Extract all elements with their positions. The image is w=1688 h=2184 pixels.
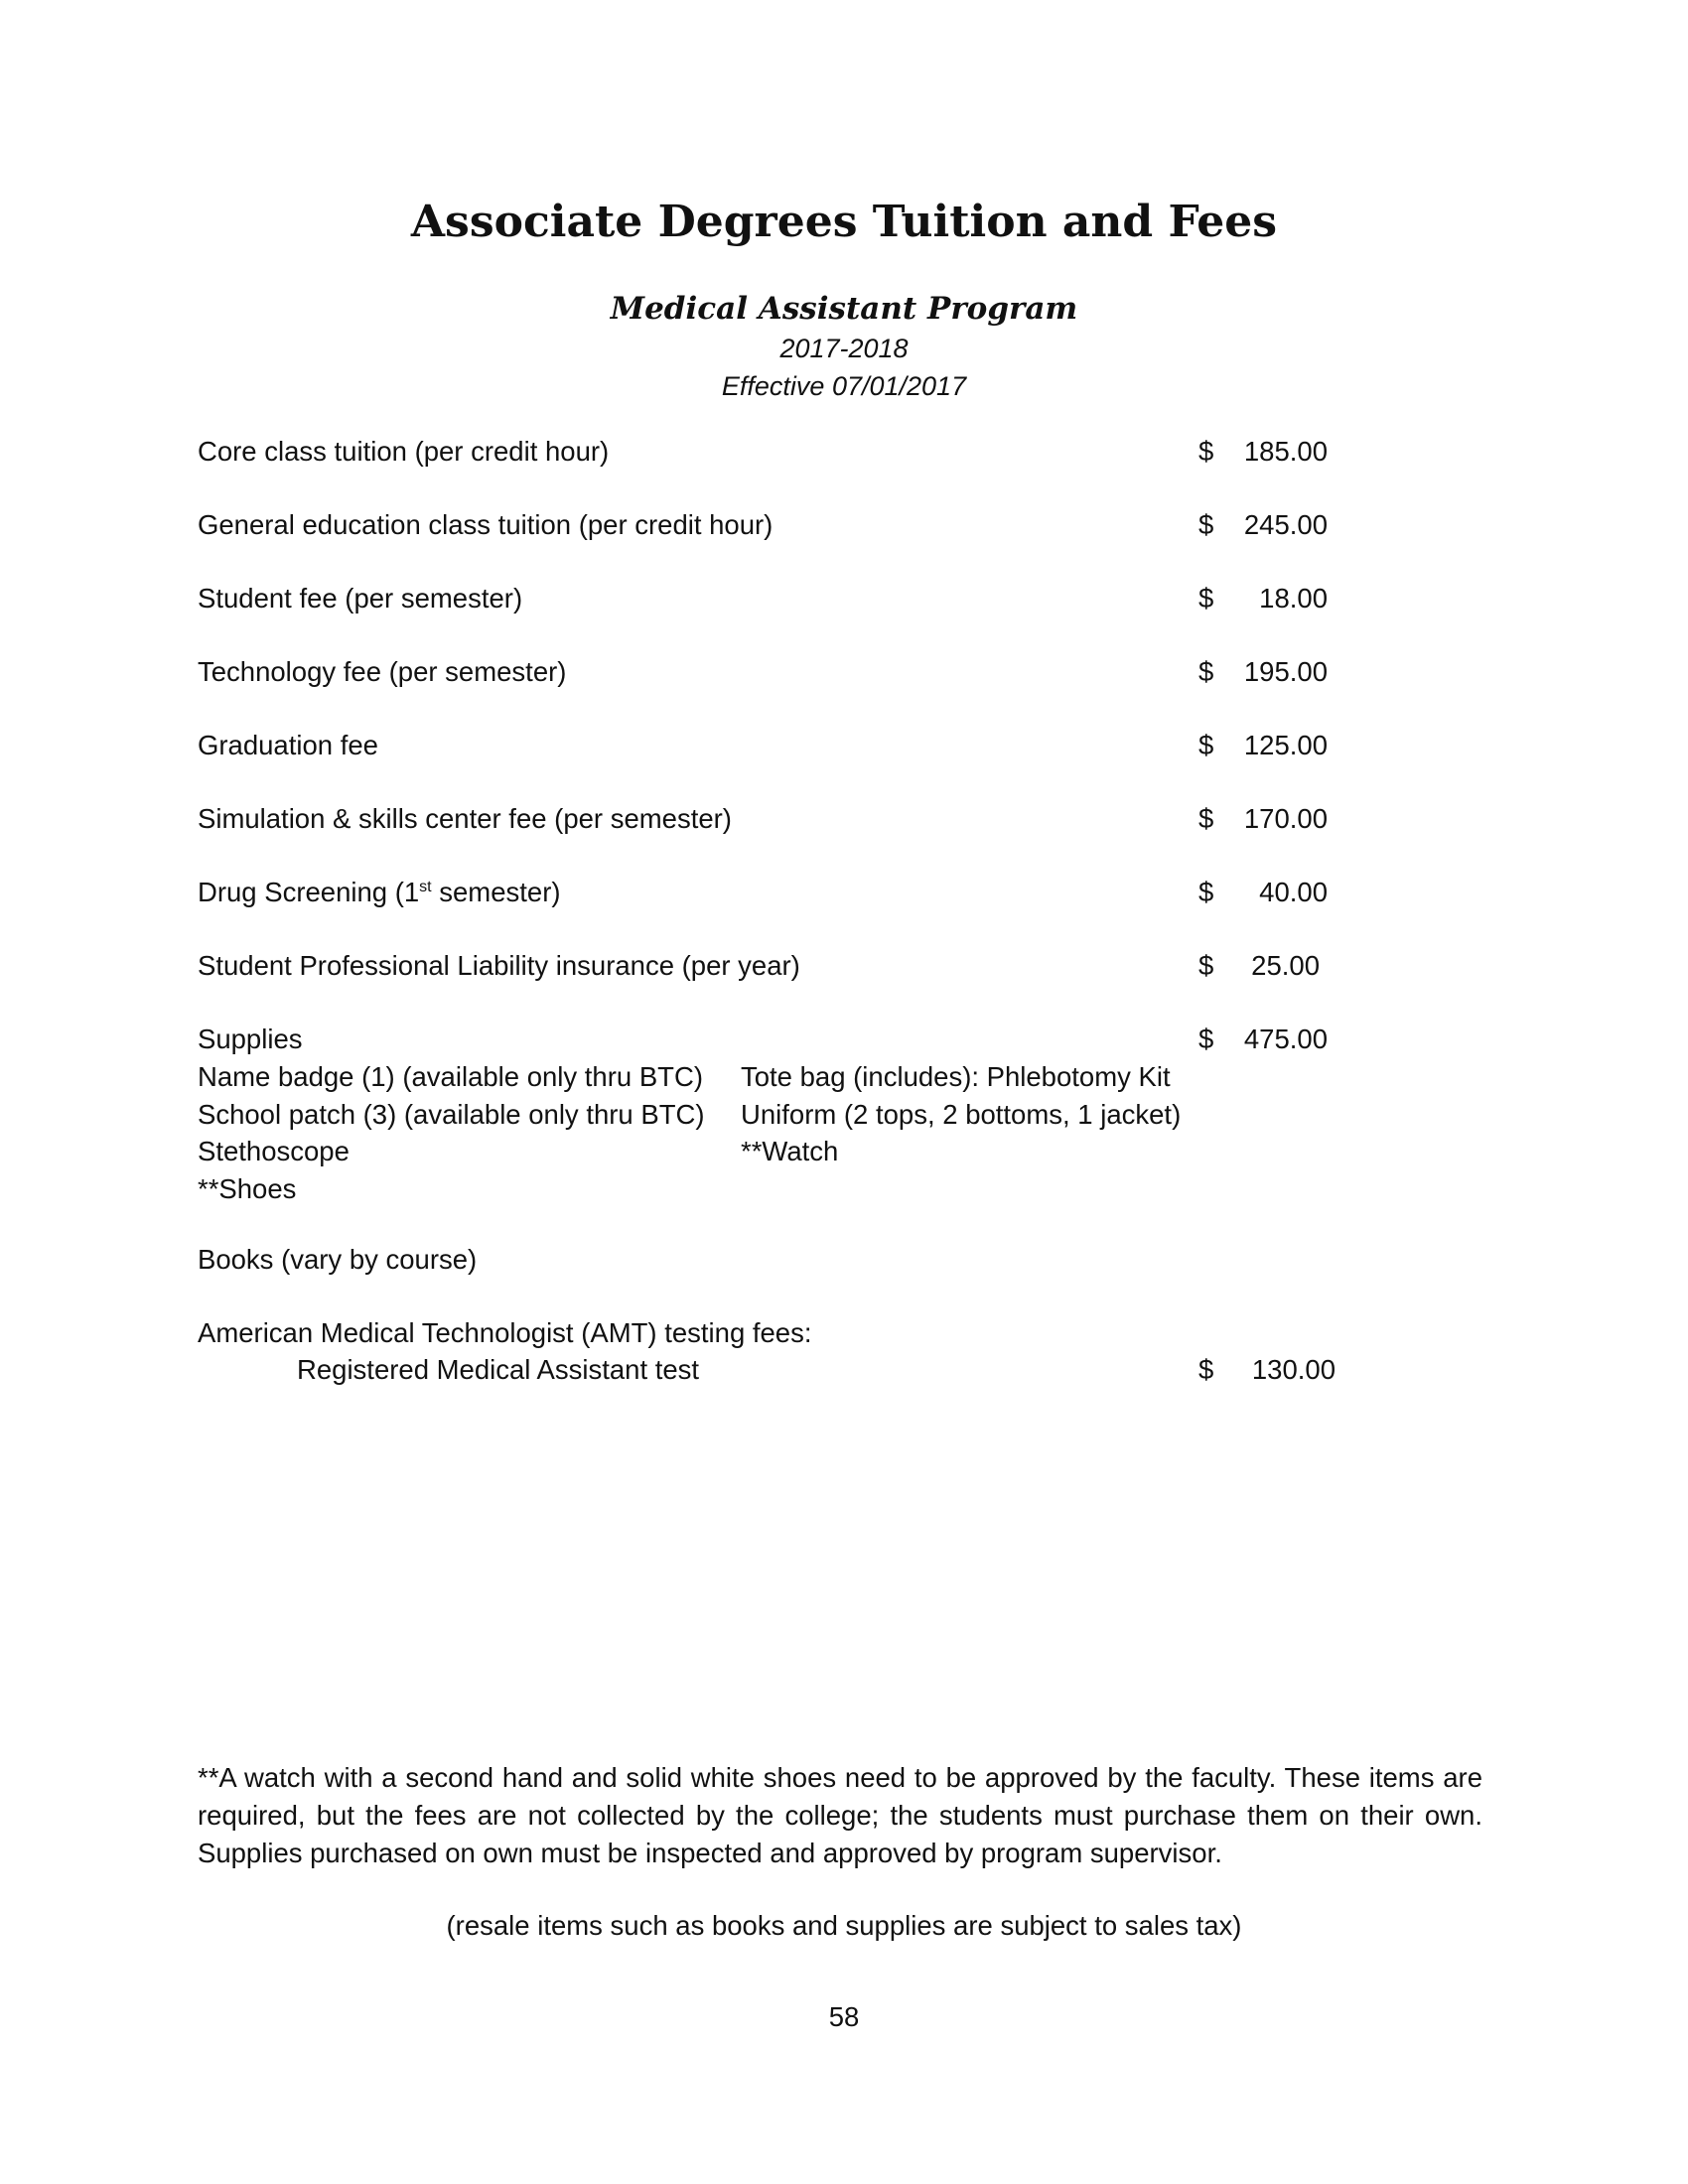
currency-symbol: $ [1198,583,1214,614]
fee-label-post: semester) [431,877,561,907]
currency-symbol: $ [1198,1024,1214,1054]
footnote-line: required, but the fees are not collected by the college; the students must purchase them on their own. [198,1800,1482,1831]
fee-amount: 185.00 [1243,436,1328,467]
fee-amount: 475.00 [1243,1024,1328,1054]
amt-heading-row [198,1313,1389,1353]
currency-symbol: $ [1198,509,1214,540]
supply-item: Name badge (1) (available only thru BTC) [198,1061,703,1092]
currency-symbol: $ [1198,950,1214,981]
fee-row-student-fee [198,579,1389,618]
fee-row-rma-test [198,1350,1389,1390]
subtitle-block [0,288,1688,405]
currency-symbol: $ [1198,1354,1214,1385]
supply-item: School patch (3) (available only thru BTC) [198,1098,705,1130]
fee-row-simulation-fee [198,799,1389,839]
fee-row-general-education-tuition [198,505,1389,545]
fee-label-pre: Drug Screening (1 [198,877,420,907]
books-label: Books (vary by course) [198,1244,478,1275]
currency-symbol: $ [1198,803,1214,834]
fee-amount: 245.00 [1243,509,1328,540]
fee-row-supplies [198,1020,1389,1059]
fee-amount: 18.00 [1259,583,1328,614]
supplies-list-right [741,1058,1181,1170]
fee-row-technology-fee [198,652,1389,692]
fee-amount: 170.00 [1243,803,1328,834]
footnote [198,1759,1482,1872]
page-number: 58 [828,2001,860,2032]
fee-amount: 125.00 [1243,730,1328,760]
footnote-line: Supplies purchased on own must be inspected and approved by program supervisor. [198,1838,1222,1868]
fee-label: Student fee (per semester) [198,583,523,614]
supplies-list-left [198,1058,705,1207]
tax-note: (resale items such as books and supplies are subject to sales tax) [446,1910,1242,1941]
fee-label: Technology fee (per semester) [198,656,567,687]
fee-label: Simulation & skills center fee (per semester) [198,803,732,834]
fee-label: Graduation fee [198,730,378,760]
footnote-line: **A watch with a second hand and solid white shoes need to be approved by the faculty. These items are [198,1762,1482,1793]
supply-item: **Watch [741,1136,839,1166]
amt-heading: American Medical Technologist (AMT) testing fees: [198,1317,812,1348]
page-title: Associate Degrees Tuition and Fees [410,197,1278,247]
fee-row-graduation-fee [198,726,1389,765]
currency-symbol: $ [1198,436,1214,467]
fee-label: Registered Medical Assistant test [297,1354,700,1385]
fee-row-core-tuition [198,432,1389,472]
fee-label: General education class tuition (per credit hour) [198,509,774,540]
ordinal-superscript: st [419,878,432,895]
fee-label [198,873,561,912]
fee-amount: 130.00 [1251,1354,1336,1385]
fee-row-drug-screening [198,873,1389,912]
fee-amount: 40.00 [1259,877,1328,907]
fee-label: Supplies [198,1024,303,1054]
fee-label: Student Professional Liability insurance (per year) [198,950,800,981]
currency-symbol: $ [1198,877,1214,907]
supply-item: Tote bag (includes): Phlebotomy Kit [741,1061,1171,1092]
academic-year: 2017-2018 [779,334,909,363]
supply-item: Stethoscope [198,1136,350,1166]
program-name: Medical Assistant Program [610,291,1078,327]
supply-item: Uniform (2 tops, 2 bottoms, 1 jacket) [741,1098,1182,1130]
effective-date: Effective 07/01/2017 [721,371,967,401]
fee-label: Core class tuition (per credit hour) [198,436,610,467]
fee-amount: 25.00 [1251,950,1320,981]
fee-amount: 195.00 [1243,656,1328,687]
currency-symbol: $ [1198,730,1214,760]
books-row [198,1240,1389,1280]
currency-symbol: $ [1198,656,1214,687]
fee-row-liability-insurance [198,946,1389,986]
supply-item: **Shoes [198,1172,297,1204]
